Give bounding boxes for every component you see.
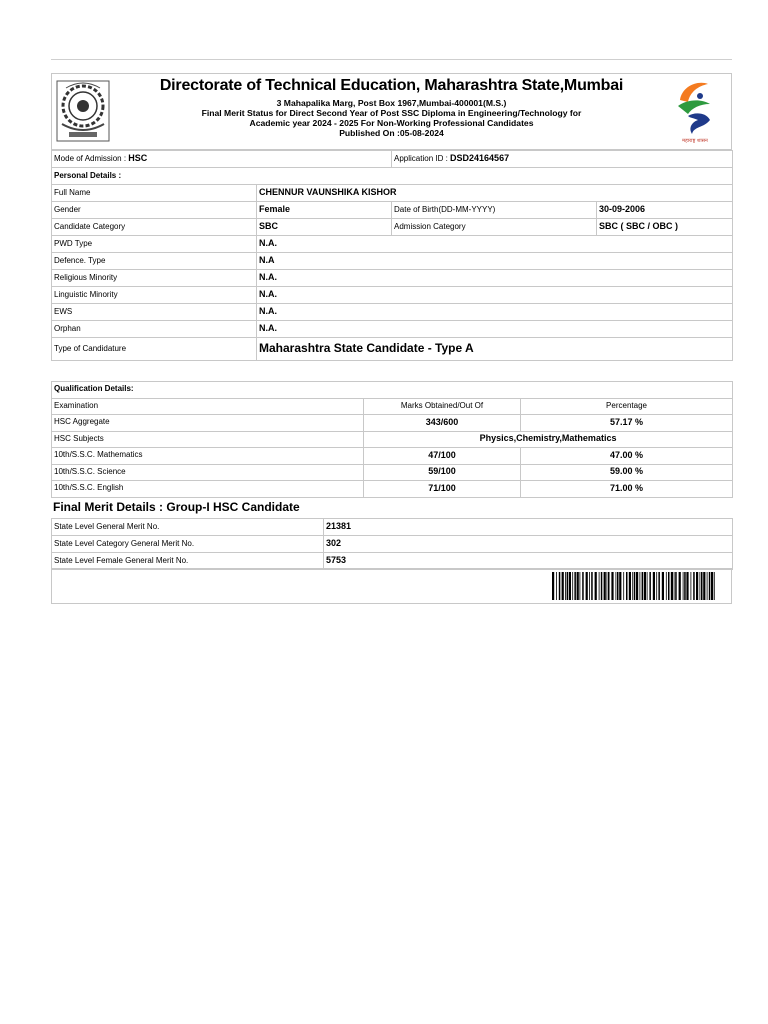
table-row: [52, 287, 733, 304]
col-header-marks: Marks Obtained/Out Of: [364, 398, 521, 415]
dob-value: 30-09-2006: [597, 202, 733, 219]
merit-value: 5753: [324, 553, 733, 570]
defence-label: Defence. Type: [52, 253, 257, 270]
table-row: [52, 168, 733, 185]
pwd-value: N.A.: [257, 236, 733, 253]
exam-percentage: 57.17 %: [521, 415, 733, 432]
table-row: [52, 338, 733, 361]
table-row: [52, 185, 733, 202]
table-row: [52, 382, 733, 399]
exam-name: HSC Aggregate: [52, 415, 364, 432]
religious-minority-label: Religious Minority: [52, 270, 257, 287]
top-rule: [51, 59, 732, 60]
category-value: SBC: [257, 219, 392, 236]
table-row: [52, 431, 733, 448]
table-row: [52, 253, 733, 270]
category-label: Candidate Category: [52, 219, 257, 236]
merit-value: 302: [324, 536, 733, 553]
table-row: [52, 481, 733, 498]
table-row: [52, 304, 733, 321]
dob-label: Date of Birth(DD-MM-YYYY): [392, 202, 597, 219]
table-row: [52, 219, 733, 236]
header-title: Directorate of Technical Education, Maharashtra State,Mumbai: [159, 77, 624, 94]
merit-table: [51, 518, 733, 570]
col-header-percentage: Percentage: [521, 398, 733, 415]
exam-marks: 59/100: [364, 464, 521, 481]
linguistic-minority-value: N.A.: [257, 287, 733, 304]
exam-name: 10th/S.S.C. Mathematics: [52, 448, 364, 465]
barcode-panel: [51, 568, 732, 604]
mode-of-admission: Mode of Admission : HSC: [52, 151, 392, 168]
table-row: [52, 236, 733, 253]
exam-marks: 71/100: [364, 481, 521, 498]
header-published: Published On :05-08-2024: [339, 128, 444, 138]
logo-caption: महाराष्ट्र शासन: [682, 138, 708, 144]
full-name-label: Full Name: [52, 185, 257, 202]
table-row: [52, 464, 733, 481]
orphan-label: Orphan: [52, 321, 257, 338]
qualification-table: [51, 381, 733, 498]
exam-marks: 343/600: [364, 415, 521, 432]
merit-heading: Final Merit Details : Group-I HSC Candidate: [53, 500, 300, 514]
barcode-icon: [552, 572, 717, 600]
table-row: [52, 519, 733, 536]
exam-percentage: 59.00 %: [521, 464, 733, 481]
table-row: [52, 202, 733, 219]
maharashtra-logo-icon: [664, 78, 726, 146]
qualification-heading: Qualification Details:: [52, 382, 733, 399]
ews-value: N.A.: [257, 304, 733, 321]
table-row: [52, 321, 733, 338]
religious-minority-value: N.A.: [257, 270, 733, 287]
header-year-line: Academic year 2024 - 2025 For Non-Working Professional Candidates: [249, 118, 534, 128]
ews-label: EWS: [52, 304, 257, 321]
hsc-subjects-value: Physics,Chemistry,Mathematics: [364, 431, 733, 448]
merit-label: State Level General Merit No.: [52, 519, 324, 536]
exam-marks: 47/100: [364, 448, 521, 465]
table-row: [52, 151, 733, 168]
gender-value: Female: [257, 202, 392, 219]
personal-details-table: [51, 150, 733, 361]
exam-percentage: 47.00 %: [521, 448, 733, 465]
personal-details-heading: Personal Details :: [52, 168, 733, 185]
linguistic-minority-label: Linguistic Minority: [52, 287, 257, 304]
candidature-label: Type of Candidature: [52, 338, 257, 361]
hsc-subjects-label: HSC Subjects: [52, 431, 364, 448]
header-address: 3 Mahapalika Marg, Post Box 1967,Mumbai-400001(M.S.): [276, 98, 507, 108]
defence-value: N.A: [257, 253, 733, 270]
table-row: [52, 536, 733, 553]
table-row: [52, 270, 733, 287]
exam-name: 10th/S.S.C. English: [52, 481, 364, 498]
application-id: Application ID : DSD24164567: [392, 151, 733, 168]
document-header: [51, 73, 732, 150]
candidature-value: Maharashtra State Candidate - Type A: [257, 338, 733, 361]
header-status-line: Final Merit Status for Direct Second Year of Post SSC Diploma in Engineering/Technology for: [201, 108, 582, 118]
admission-category-value: SBC ( SBC / OBC ): [597, 219, 733, 236]
merit-label: State Level Category General Merit No.: [52, 536, 324, 553]
gender-label: Gender: [52, 202, 257, 219]
merit-value: 21381: [324, 519, 733, 536]
exam-name: 10th/S.S.C. Science: [52, 464, 364, 481]
col-header-examination: Examination: [52, 398, 364, 415]
orphan-value: N.A.: [257, 321, 733, 338]
exam-percentage: 71.00 %: [521, 481, 733, 498]
admission-category-label: Admission Category: [392, 219, 597, 236]
full-name-value: CHENNUR VAUNSHIKA KISHOR: [257, 185, 733, 202]
table-row: [52, 398, 733, 415]
table-row: [52, 553, 733, 570]
table-row: [52, 448, 733, 465]
table-row: [52, 415, 733, 432]
merit-label: State Level Female General Merit No.: [52, 553, 324, 570]
pwd-label: PWD Type: [52, 236, 257, 253]
